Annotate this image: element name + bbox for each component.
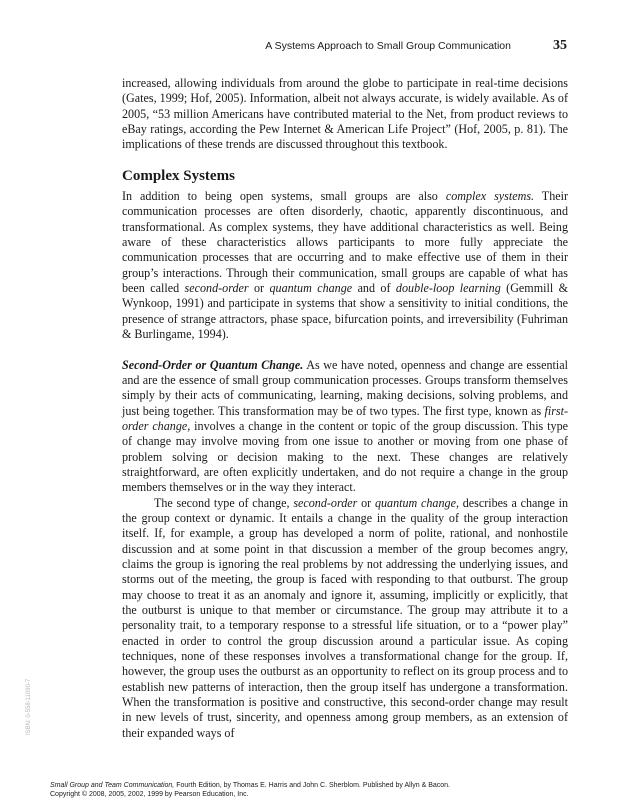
page-header — [0, 38, 617, 56]
section-heading: Complex Systems — [122, 167, 235, 184]
copyright-footer: Small Group and Team Communication, Fourth Edition, by Thomas E. Harris and John C. Sherblom. Published by Allyn & Bacon. Copyright © 2008, 2005, 2002, 1999 by Pearson Education, Inc. — [50, 782, 450, 798]
term-complex-systems: complex systems. — [445, 189, 535, 204]
quantum-change-paragraph: Second-Order or Quantum Change. As we have noted, openness and change are essential and are the essence of small group communication processes. Groups transform themselves simply by their acts of communicating, learning, making decisions, solving problems, and just being together. This transformation may be of two types. The first type, known as first-order change, involves a change in the content or topic of the group discussion. This type of change may involve moving from one issue to another or moving from one phase of problem solving or decision making to the next. These changes are relatively straightforward, are often explicitly undertaken, and do not require a change in the group members themselves or in the way they interact. — [122, 357, 568, 495]
second-type-paragraph: The second type of change, second-order or quantum change, describes a change in the group context or dynamic. It entails a change in the quality of the group interaction itself. If, for example, a group has developed a norm of polite, rational, and nonhostile discussion and at some point in that discussion a member of the group becomes angry, claims the group is ignoring the real problems by not addressing the underlying issues, and storms out of the meeting, the group is faced with responding to that outburst. The group may choose to treat it as an anomaly and ignore it, assuming, implicitly or explicitly, that the outburst is unique to that member or circumstance. The group may attribute it to a personality trait, to a temporary response to a stressful life situation, or to a “power play” enacted in order to control the group discussion around a particular issue. As coping techniques, none of these responses involves a transformational change for the group. If, however, the group uses the outburst as an opportunity to reflect on its group process and to establish new patterns of interaction, then the group itself has undergone a transformation. When the transformation is positive and constructive, this second-order change may result in new levels of trust, sincerity, and openness among group members, as an extension of their expanded ways of — [122, 495, 568, 740]
subsection-runin-heading: Second-Order or Quantum Change. — [122, 357, 304, 372]
term-first-order-change: first-order change, — [122, 403, 568, 433]
term-double-loop-learning: double-loop learning — [395, 281, 501, 296]
complex-systems-paragraph: In addition to being open systems, small groups are also complex systems. Their communication processes are often disorderly, chaotic, apparently discontinuous, and transformational. As complex systems, they have additional characteristics as well. Being aware of these characteristics allows participants to more fully appreciate the communication processes that are occurring and to make effective use of them in their group’s interactions. Through their communication, small groups are capable of what has been called second-order or quantum change and of double-loop learning (Gemmill & Wynkoop, 1991) and participate in systems that show a sensitivity to initial conditions, the presence of strange attractors, phase space, bifurcation points, and irreversibility (Fuhriman & Burlingame, 1994). — [122, 189, 569, 342]
term-second-order: second-order — [184, 281, 249, 296]
term-quantum-change: quantum change — [269, 281, 353, 296]
page-body — [122, 76, 568, 741]
intro-paragraph: increased, allowing individuals from around the globe to participate in real-time decisions (Gates, 1999; Hof, 2005). Information, albeit not always accurate, is widely available. As of 2005, “53 million Americans have contributed material to the Net, from product reviews to eBay ratings, according the Pew Internet & American Life Project” (Hof, 2005, p. 81). The implications of these trends are discussed throughout this textbook. — [122, 76, 568, 152]
running-head: A Systems Approach to Small Group Communication — [265, 40, 511, 52]
isbn-margin-note: ISBN: 0-558-11090-7 — [26, 678, 32, 735]
term-quantum-change-2: quantum change, — [374, 495, 459, 510]
footer-book-title: Small Group and Team Communication, — [50, 782, 175, 789]
footer-copyright: Copyright © 2008, 2005, 2002, 1999 by Pearson Education, Inc. — [50, 791, 249, 798]
term-second-order-2: second-order — [293, 495, 358, 510]
page-number: 35 — [553, 38, 567, 53]
